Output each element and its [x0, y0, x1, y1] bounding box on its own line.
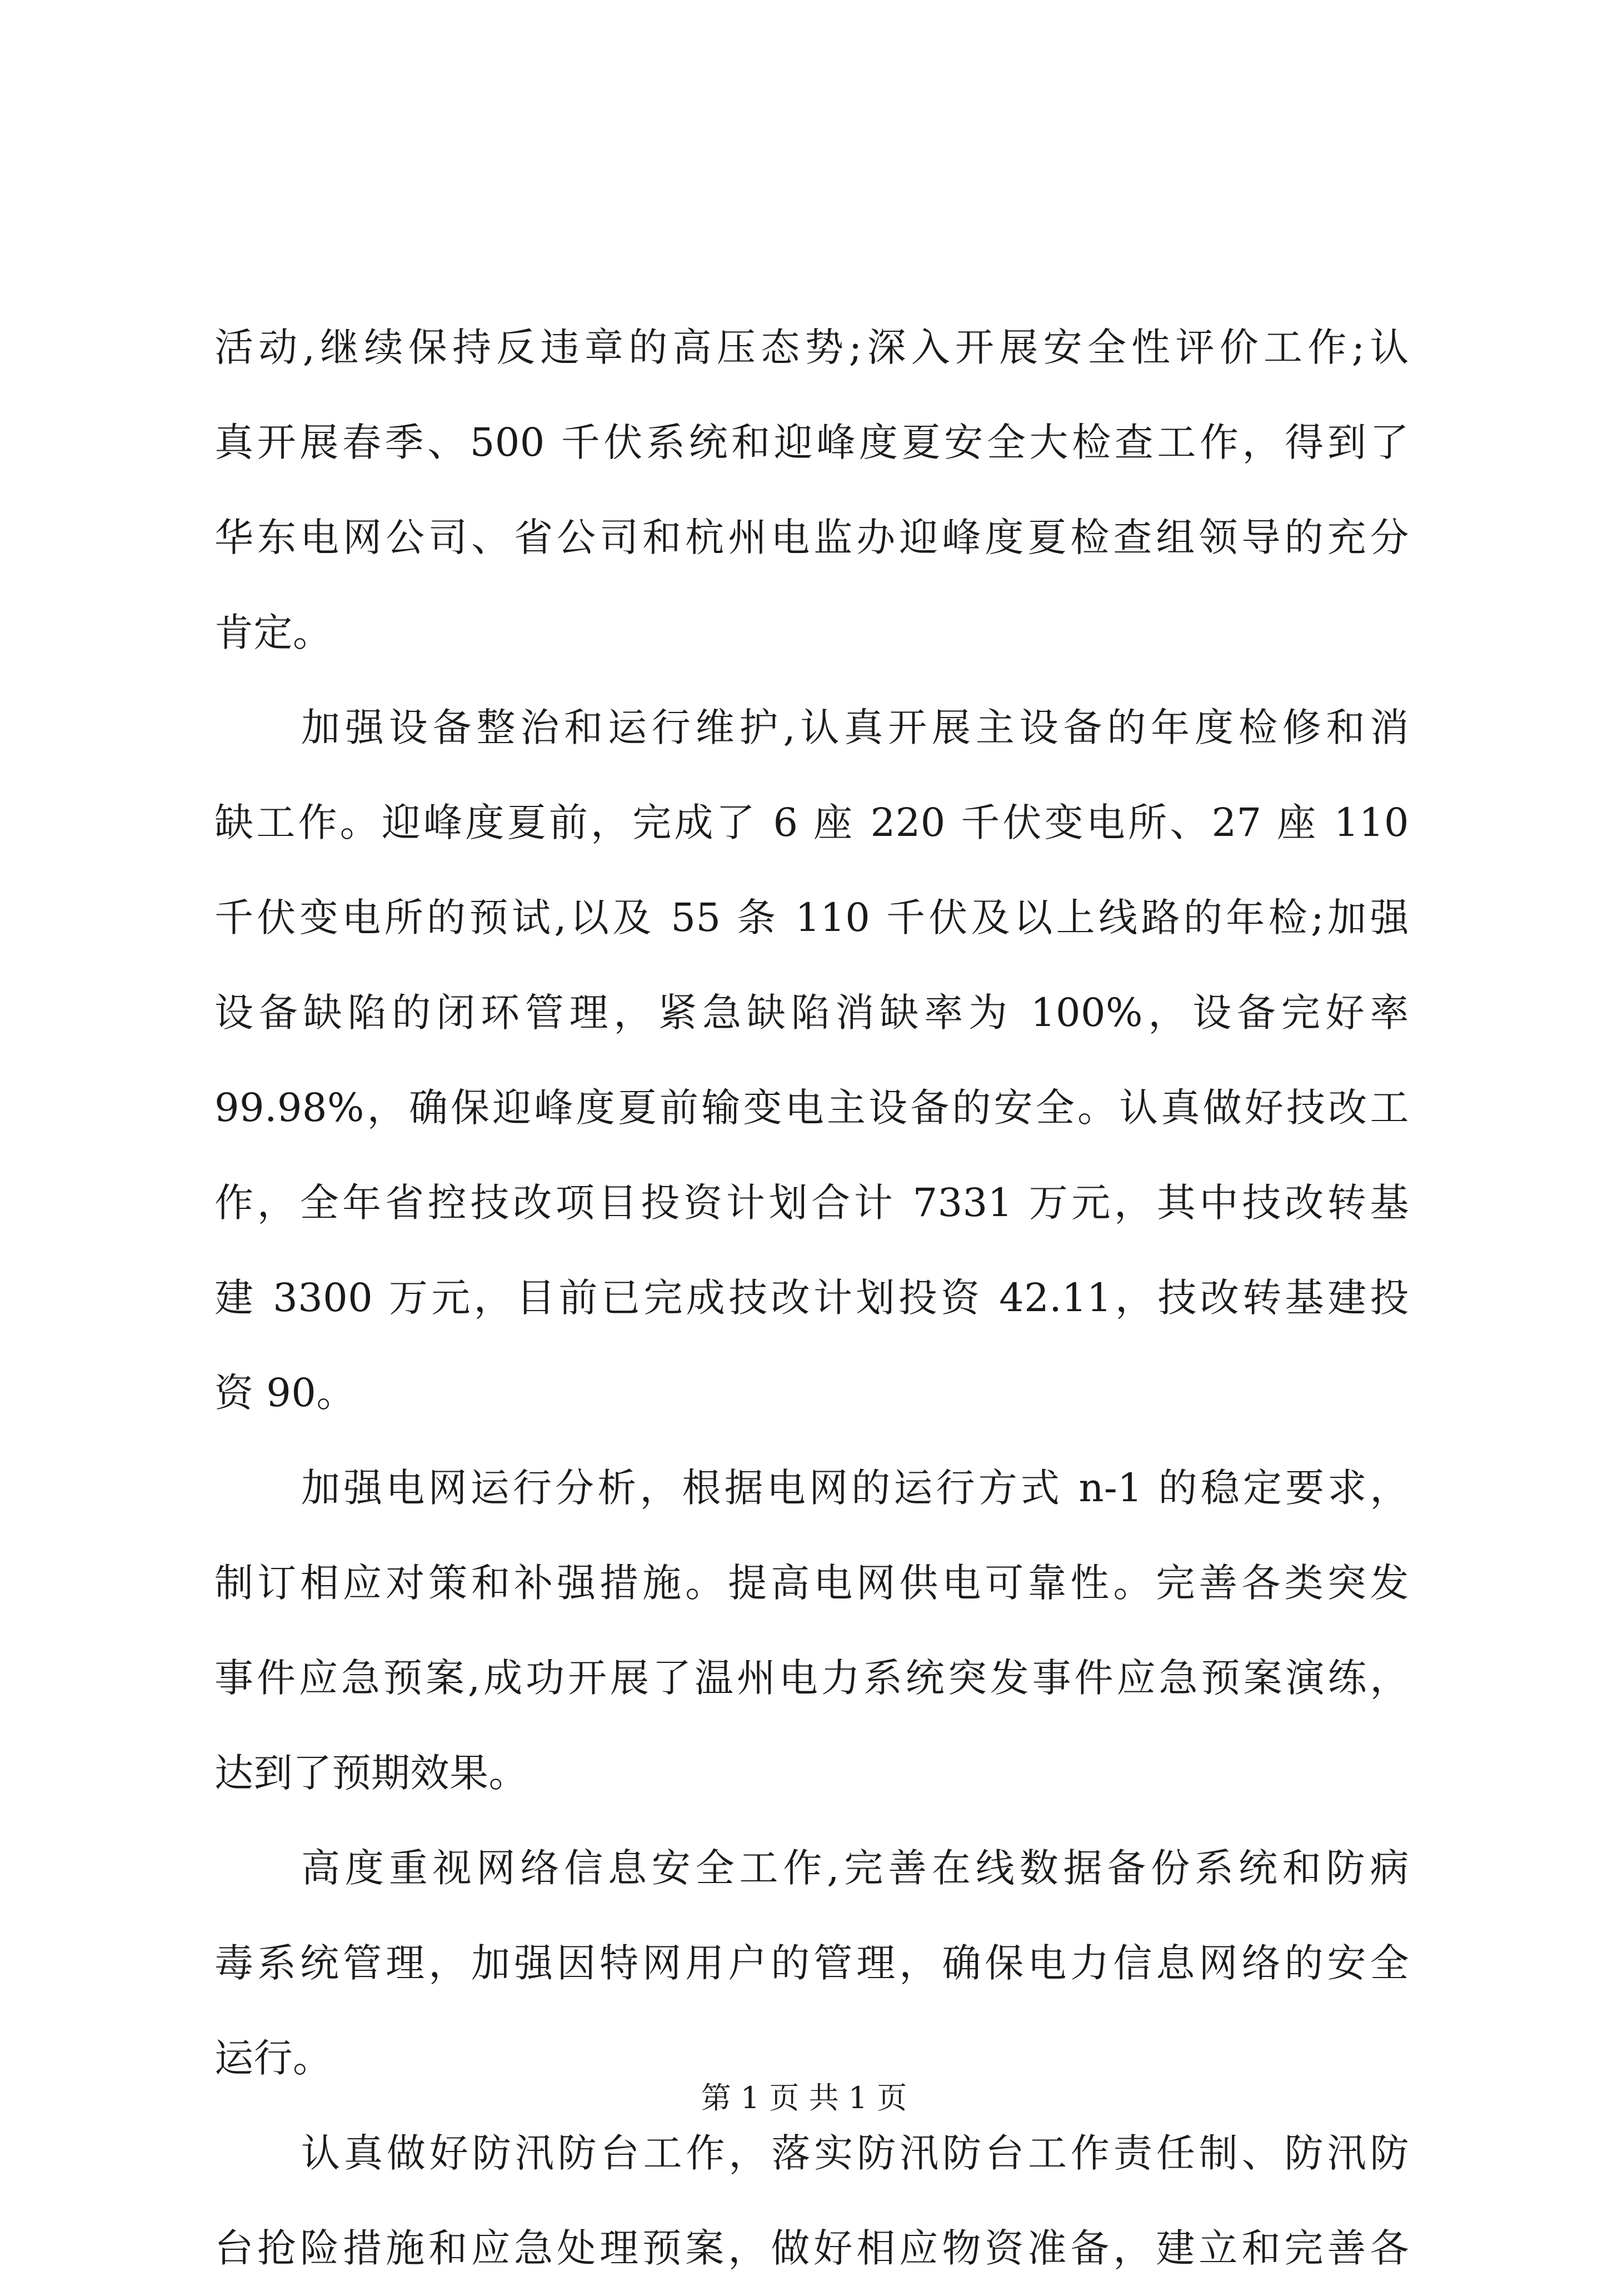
text-line: 肯定。 [214, 610, 332, 655]
text-line: 制订相应对策和补强措施。提高电网供电可靠性。完善各类突发 [214, 1560, 1409, 1606]
text-line: 运行。 [214, 2035, 332, 2081]
text-line: 达到了预期效果。 [214, 1750, 528, 1796]
page-footer: 第 1 页 共 1 页 [701, 2080, 907, 2115]
paragraph-4 [214, 1821, 1409, 2106]
text-line: 台抢险措施和应急处理预案，做好相应物资准备，建立和完善各 [214, 2225, 1409, 2271]
text-line: 缺工作。迎峰度夏前，完成了 6 座 220 千伏变电所、27 座 110 [214, 800, 1409, 845]
text-line: 加强设备整治和运行维护,认真开展主设备的年度检修和消 [301, 705, 1409, 750]
text-line: 华东电网公司、省公司和杭州电监办迎峰度夏检查组领导的充分 [214, 515, 1409, 560]
text-line: 事件应急预案,成功开展了温州电力系统突发事件应急预案演练， [214, 1655, 1409, 1701]
paragraph-1 [214, 300, 1409, 680]
text-line: 高度重视网络信息安全工作,完善在线数据备份系统和防病 [301, 1845, 1409, 1891]
text-line: 加强电网运行分析，根据电网的运行方式 n-1 的稳定要求， [301, 1465, 1409, 1511]
text-line: 真开展春季、500 千伏系统和迎峰度夏安全大检查工作，得到了 [214, 420, 1409, 465]
paragraph-5 [214, 2106, 1409, 2296]
text-line: 作，全年省控技改项目投资计划合计 7331 万元，其中技改转基 [214, 1180, 1409, 1226]
text-line: 千伏变电所的预试,以及 55 条 110 千伏及以上线路的年检;加强 [214, 895, 1409, 940]
text-line: 毒系统管理，加强因特网用户的管理，确保电力信息网络的安全 [214, 1940, 1409, 1986]
text-line: 资 90。 [214, 1370, 356, 1416]
document-body [214, 300, 1409, 2296]
paragraph-3 [214, 1441, 1409, 1821]
text-line: 活动,继续保持反违章的高压态势;深入开展安全性评价工作;认 [214, 325, 1409, 370]
paragraph-2 [214, 680, 1409, 1441]
text-line: 99.98%，确保迎峰度夏前输变电主设备的安全。认真做好技改工 [214, 1085, 1409, 1130]
text-line: 建 3300 万元，目前已完成技改计划投资 42.11，技改转基建投 [214, 1275, 1409, 1321]
text-line: 设备缺陷的闭环管理，紧急缺陷消缺率为 100%，设备完好率 [214, 990, 1409, 1035]
text-line: 认真做好防汛防台工作，落实防汛防台工作责任制、防汛防 [301, 2130, 1409, 2176]
